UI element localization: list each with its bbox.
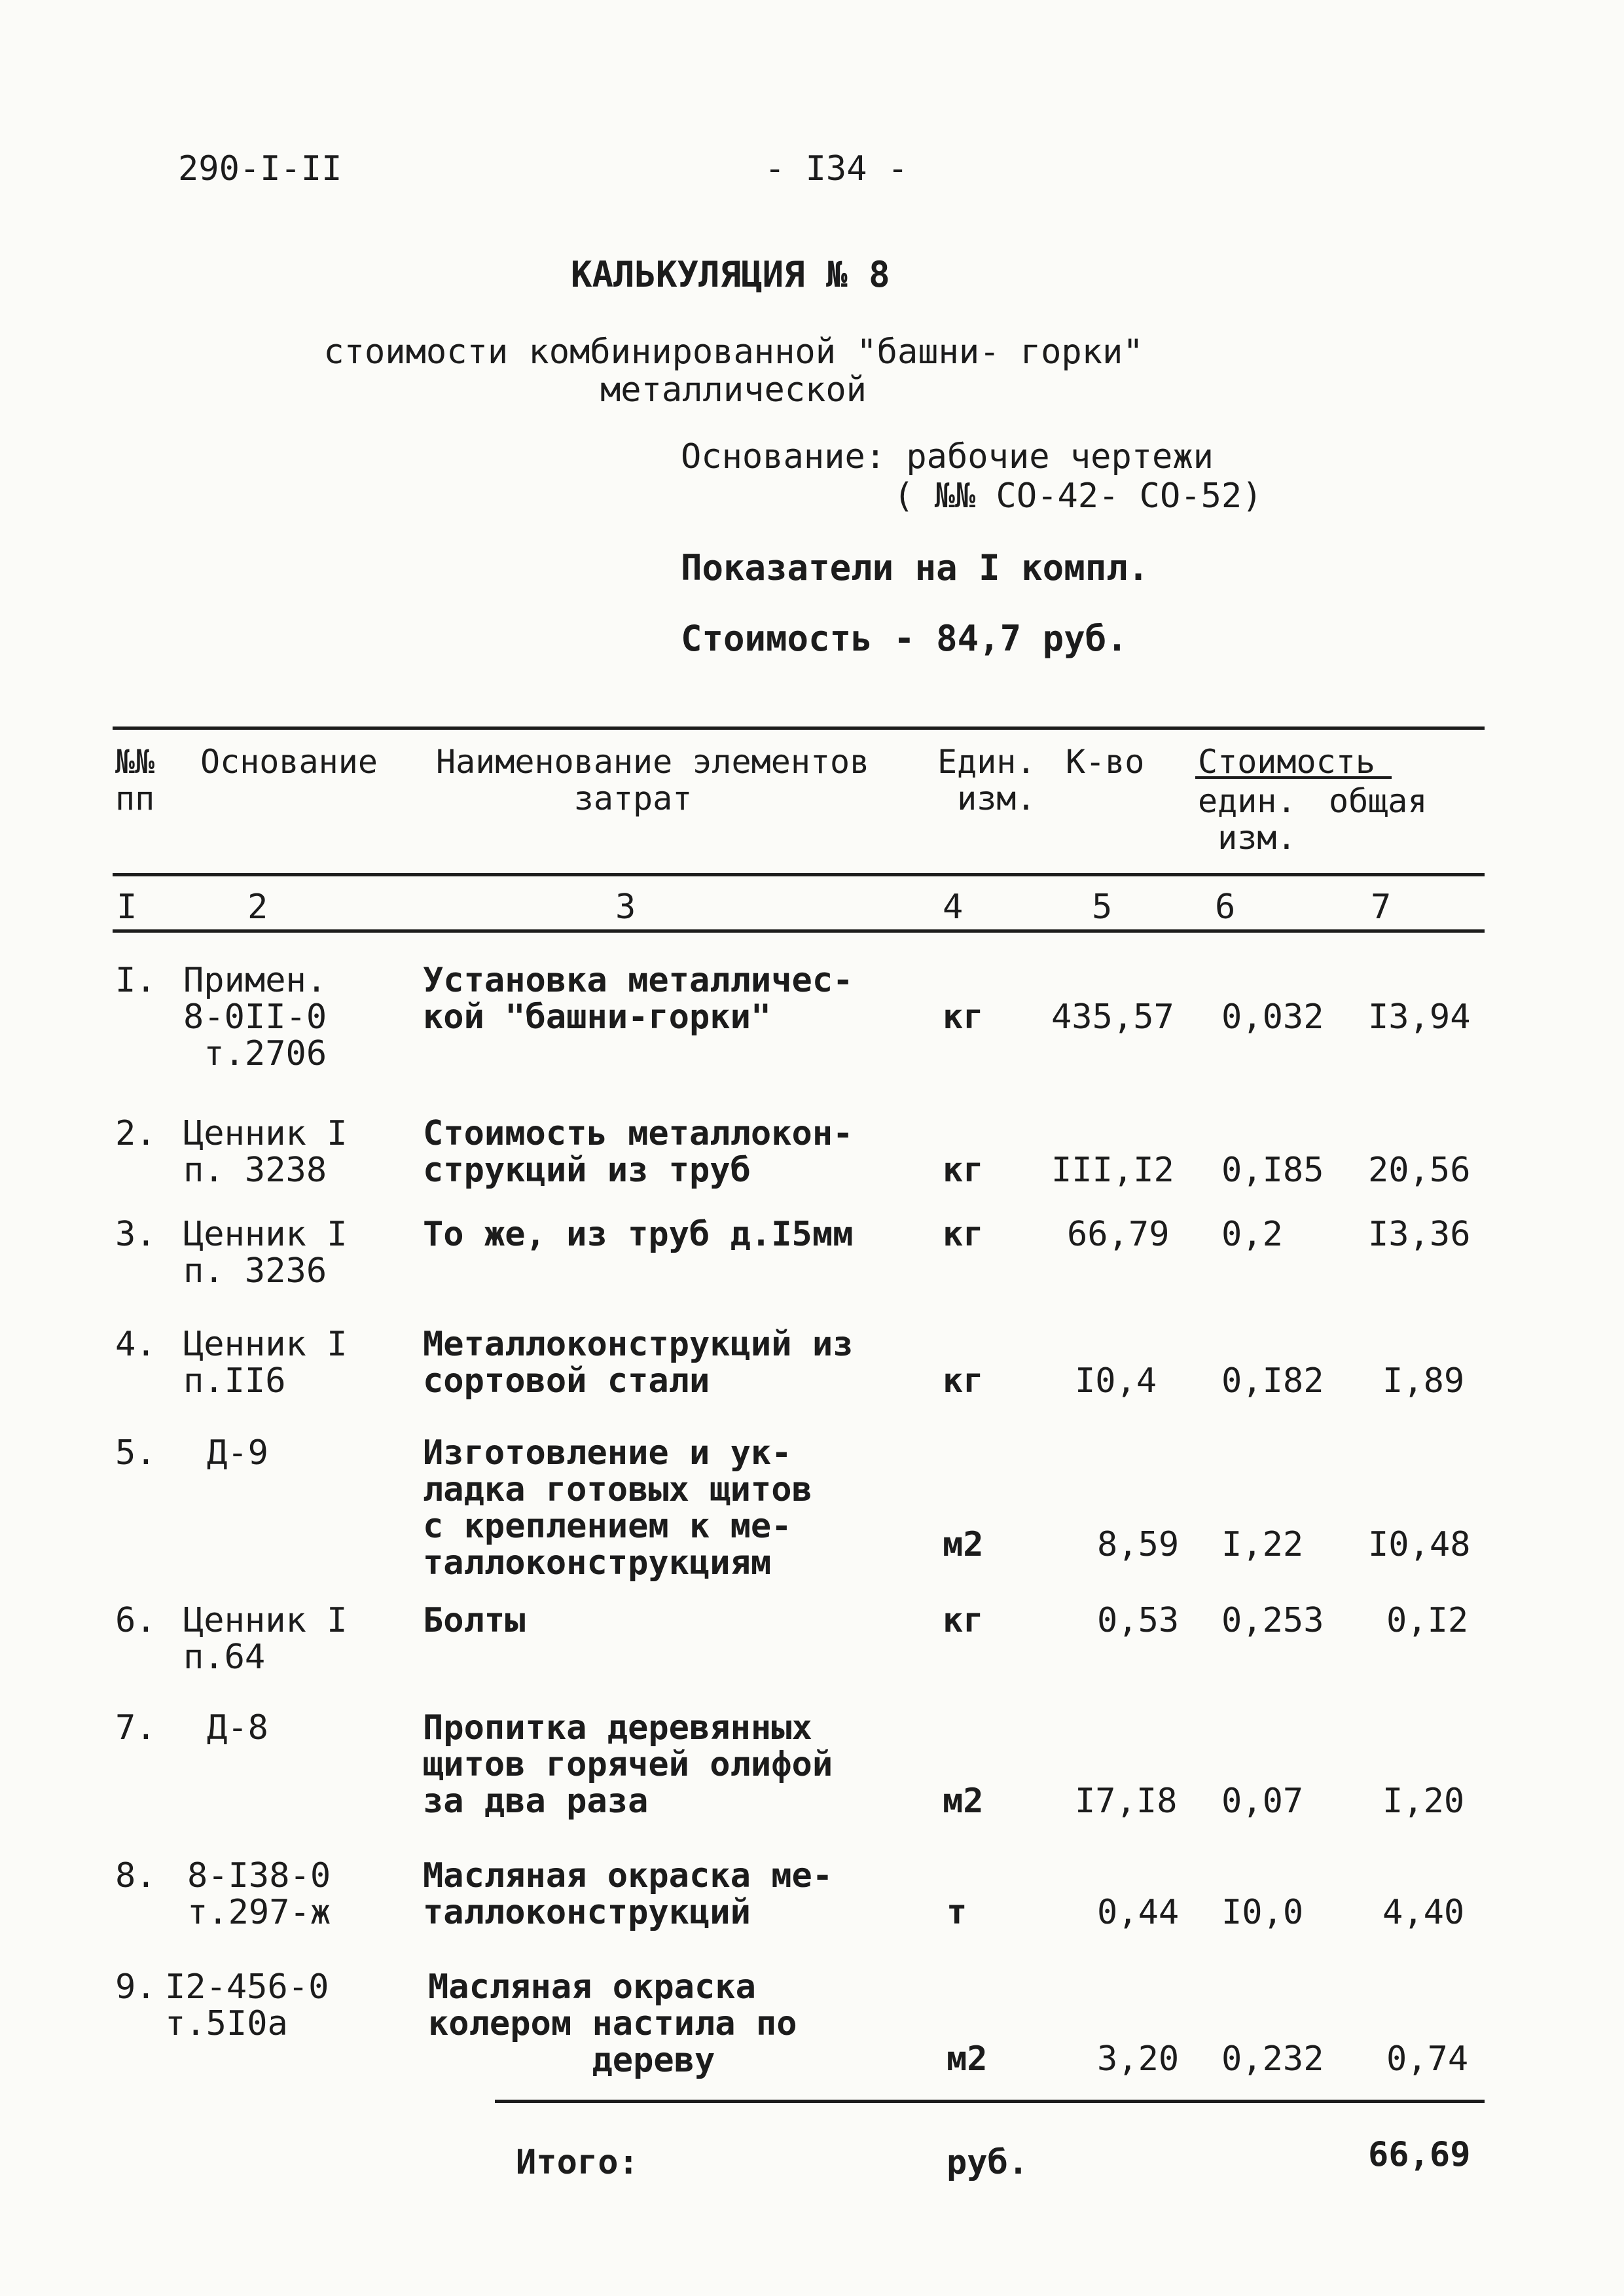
- row-1-qty: 435,57: [1051, 997, 1174, 1037]
- doc-code: 290-I-II: [178, 149, 342, 188]
- row-1-name: Установка металличес- кой "башни-горки": [423, 961, 854, 1037]
- row-9-name: Масляная окраска колером настила по дереву: [428, 1967, 797, 2080]
- row-1-num: I.: [115, 961, 156, 1000]
- col-index-7: 7: [1371, 888, 1392, 927]
- row-5-basis: Д-9: [207, 1433, 268, 1473]
- row-4-basis: Ценник I п.II6: [183, 1325, 348, 1401]
- row-2-qty: III,I2: [1051, 1151, 1174, 1190]
- row-5-name: Изготовление и ук- ладка готовых щитов с креплением к ме- таллоконструкциям: [423, 1433, 812, 1583]
- subtitle-line1: стоимости комбинированной "башни- горки": [323, 332, 1144, 372]
- row-9-total: 0,74: [1386, 2039, 1469, 2079]
- row-9-unit: м2: [947, 2039, 988, 2079]
- row-9-basis: I2-456-0 т.5I0а: [165, 1967, 329, 2043]
- row-6-unit: кг: [943, 1601, 984, 1640]
- row-2-unit-cost: 0,I85: [1221, 1151, 1324, 1190]
- cost-line: Стоимость - 84,7 руб.: [681, 618, 1128, 659]
- row-3-total: I3,36: [1368, 1215, 1471, 1254]
- col-index-2: 2: [247, 888, 268, 927]
- row-1-unit: кг: [943, 997, 984, 1037]
- row-6-num: 6.: [115, 1601, 156, 1640]
- row-8-basis: 8-I38-0 т.297-ж: [187, 1856, 331, 1932]
- row-5-qty: 8,59: [1097, 1525, 1180, 1564]
- col-index-5: 5: [1092, 888, 1113, 927]
- header-name: Наименование элементов затрат: [436, 743, 870, 817]
- row-2-basis: Ценник I п. 3238: [183, 1114, 348, 1190]
- row-8-unit-cost: I0,0: [1221, 1893, 1304, 1932]
- basis-line1: Основание: рабочие чертежи: [681, 437, 1214, 476]
- basis-line2: ( №№ СО-42- СО-52): [893, 476, 1263, 516]
- row-6-qty: 0,53: [1097, 1601, 1180, 1640]
- row-1-unit-cost: 0,032: [1221, 997, 1324, 1037]
- header-cost-title: Стоимость: [1198, 743, 1375, 781]
- row-7-total: I,20: [1382, 1782, 1465, 1821]
- total-label: Итого:: [516, 2143, 639, 2182]
- col-index-4: 4: [943, 888, 964, 927]
- row-7-basis: Д-8: [207, 1708, 268, 1748]
- row-5-unit: м2: [943, 1525, 984, 1564]
- row-8-num: 8.: [115, 1856, 156, 1895]
- row-5-unit-cost: I,22: [1221, 1525, 1304, 1564]
- header-num: №№ пп: [115, 743, 155, 817]
- header-cost-unit: един. изм.: [1198, 782, 1297, 857]
- row-3-unit-cost: 0,2: [1221, 1215, 1283, 1254]
- row-3-num: 3.: [115, 1215, 156, 1254]
- subtitle-line2: металлической: [600, 370, 867, 410]
- row-7-unit: м2: [943, 1782, 984, 1821]
- row-4-num: 4.: [115, 1325, 156, 1364]
- row-4-qty: I0,4: [1075, 1361, 1157, 1401]
- header-unit: Един. изм.: [937, 743, 1036, 817]
- row-3-basis: Ценник I п. 3236: [183, 1215, 348, 1291]
- total-value: 66,69: [1368, 2135, 1471, 2174]
- row-2-total: 20,56: [1368, 1151, 1471, 1190]
- row-4-unit: кг: [943, 1361, 984, 1401]
- row-6-name: Болты: [423, 1601, 526, 1640]
- row-8-name: Масляная окраска ме- таллоконструкций: [423, 1856, 833, 1932]
- header-basis: Основание: [200, 743, 378, 781]
- row-8-unit: т: [947, 1893, 967, 1932]
- row-8-qty: 0,44: [1097, 1893, 1180, 1932]
- row-2-name: Стоимость металлокон- струкций из труб: [423, 1114, 854, 1190]
- row-9-unit-cost: 0,232: [1221, 2039, 1324, 2079]
- index-bottom-rule: [113, 929, 1485, 933]
- row-3-unit: кг: [943, 1215, 984, 1254]
- indicators-line: Показатели на I компл.: [681, 547, 1149, 588]
- row-5-total: I0,48: [1368, 1525, 1471, 1564]
- row-4-name: Металлоконструкций из сортовой стали: [423, 1325, 854, 1401]
- col-index-6: 6: [1215, 888, 1236, 927]
- row-2-num: 2.: [115, 1114, 156, 1153]
- row-9-qty: 3,20: [1097, 2039, 1180, 2079]
- total-rule: [495, 2100, 1485, 2103]
- page-number: - I34 -: [765, 149, 909, 188]
- col-index-3: 3: [615, 888, 636, 927]
- row-7-qty: I7,I8: [1075, 1782, 1178, 1821]
- row-9-num: 9.: [115, 1967, 156, 2007]
- header-cost-total: общая: [1329, 782, 1428, 820]
- row-2-unit: кг: [943, 1151, 984, 1190]
- row-6-basis: Ценник I п.64: [183, 1601, 348, 1677]
- row-6-unit-cost: 0,253: [1221, 1601, 1324, 1640]
- row-8-total: 4,40: [1382, 1893, 1465, 1932]
- row-7-num: 7.: [115, 1708, 156, 1748]
- row-7-name: Пропитка деревянных щитов горячей олифой за два раза: [423, 1708, 833, 1821]
- table-top-rule: [113, 726, 1485, 730]
- row-1-total: I3,94: [1368, 997, 1471, 1037]
- col-index-1: I: [117, 888, 137, 927]
- header-qty: К-во: [1066, 743, 1145, 781]
- row-7-unit-cost: 0,07: [1221, 1782, 1304, 1821]
- total-unit: руб.: [947, 2143, 1029, 2182]
- row-6-total: 0,I2: [1386, 1601, 1469, 1640]
- row-3-qty: 66,79: [1067, 1215, 1170, 1254]
- row-4-unit-cost: 0,I82: [1221, 1361, 1324, 1401]
- row-1-basis: Примен. 8-0II-0 т.2706: [183, 961, 327, 1073]
- header-bottom-rule: [113, 873, 1485, 876]
- calculation-title: КАЛЬКУЛЯЦИЯ № 8: [571, 254, 890, 295]
- row-3-name: То же, из труб д.I5мм: [423, 1215, 854, 1254]
- row-4-total: I,89: [1382, 1361, 1465, 1401]
- row-5-num: 5.: [115, 1433, 156, 1473]
